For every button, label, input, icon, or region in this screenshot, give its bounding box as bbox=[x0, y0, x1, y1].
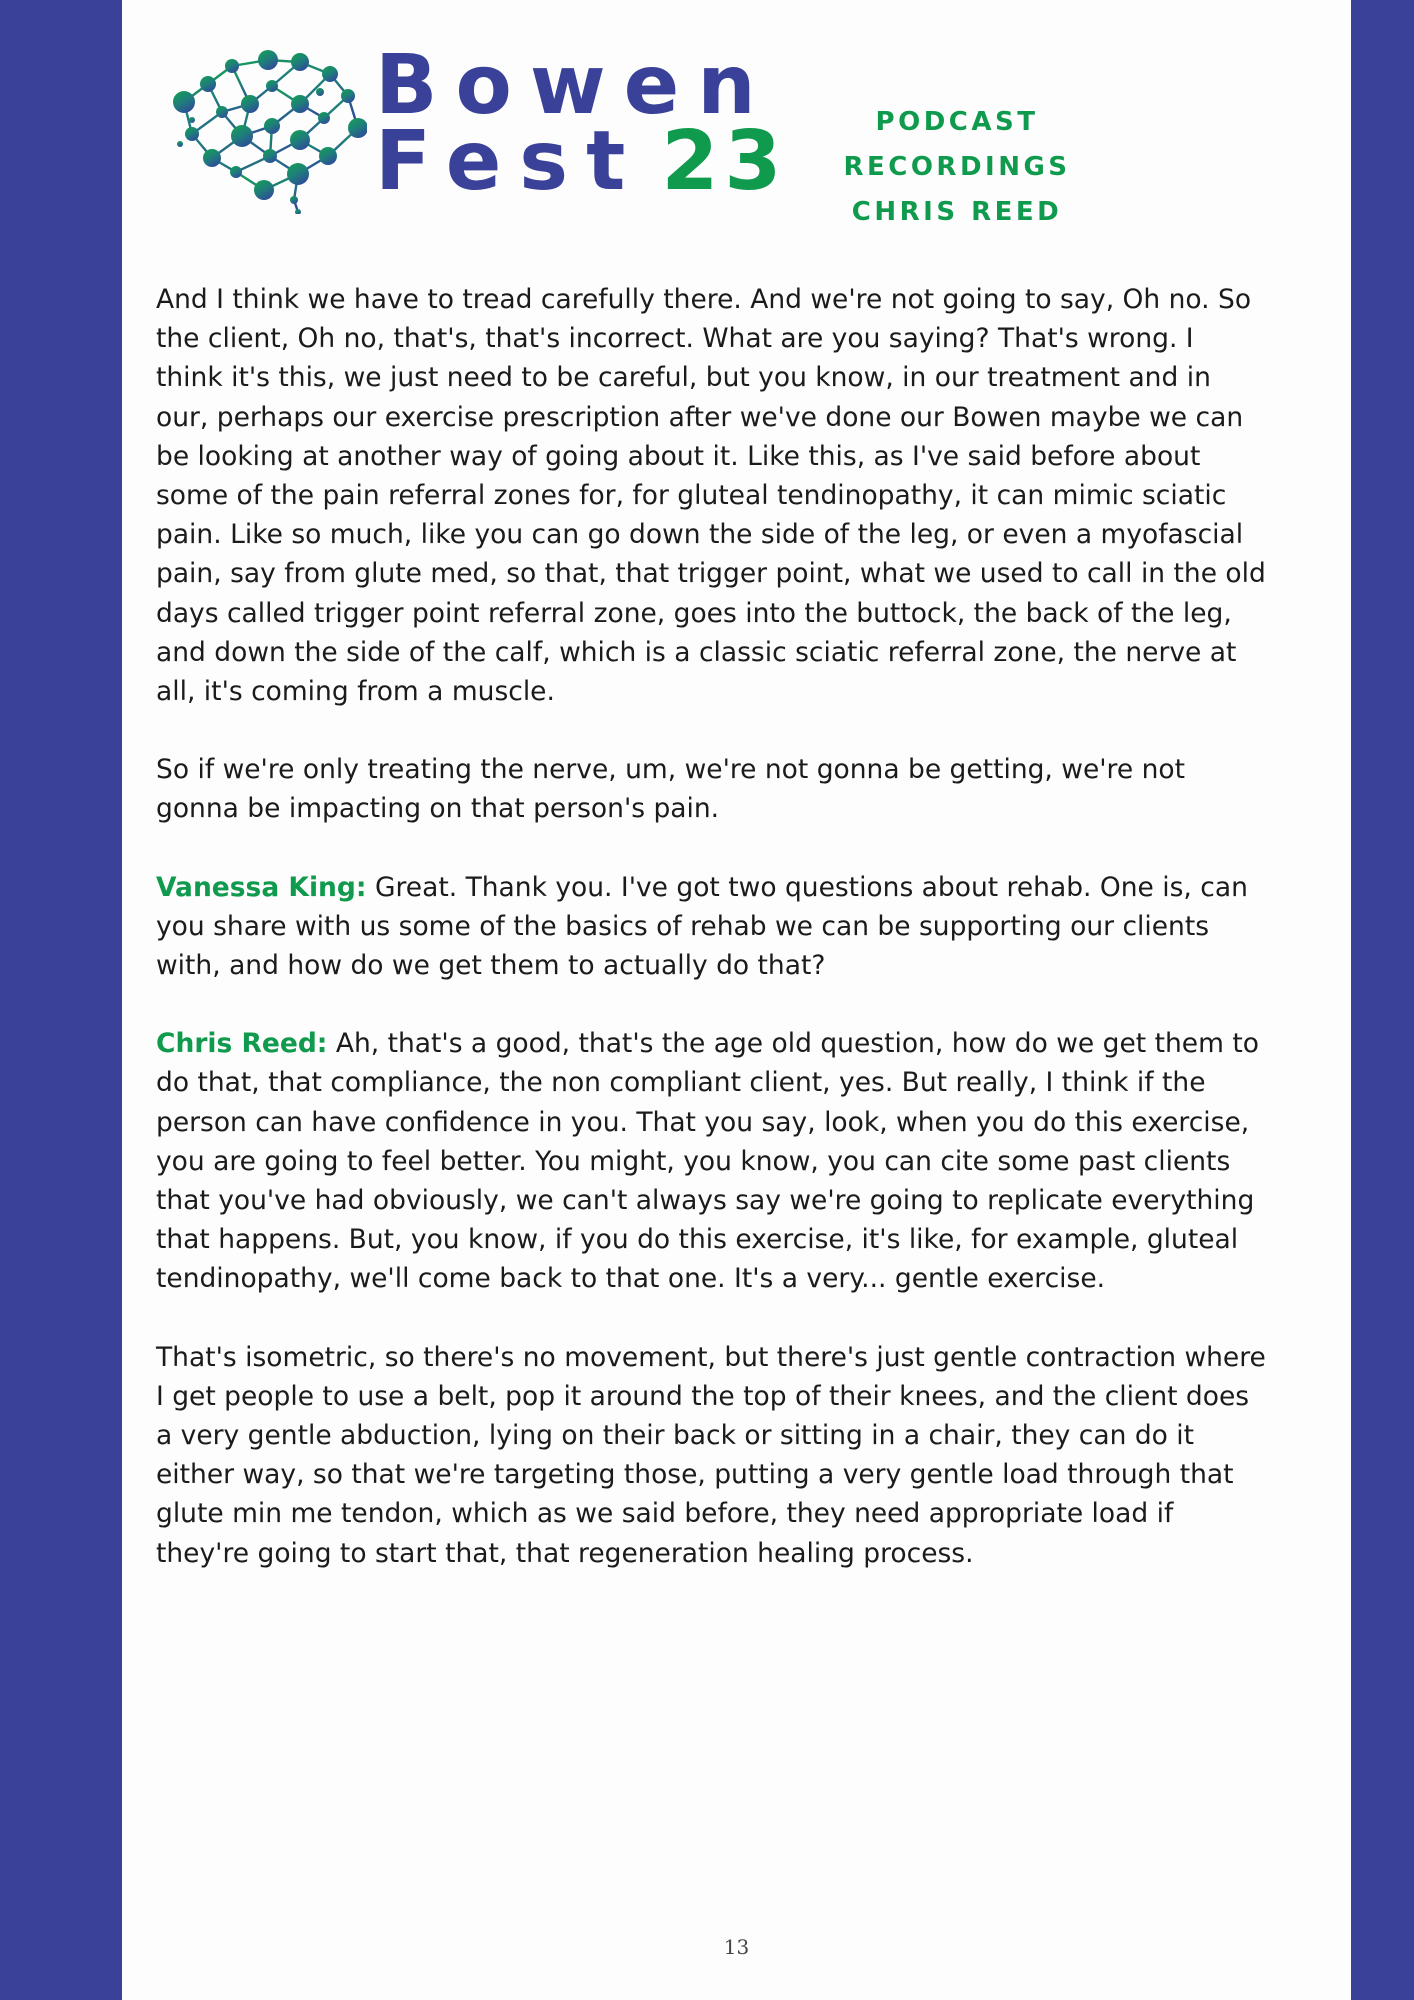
logo-text-fest: Fest bbox=[375, 114, 644, 209]
speaker-label: Vanessa King: bbox=[156, 871, 367, 903]
paragraph-text: So if we're only treating the nerve, um, we're not gonna be getting, we're not gonna be impacting on that person's pain. bbox=[156, 754, 1185, 825]
header-series-title: PODCAST RECORDINGS bbox=[843, 107, 1071, 182]
document-page bbox=[122, 0, 1351, 2000]
header-subtitle bbox=[782, 100, 1132, 235]
header-guest-name: CHRIS REED bbox=[851, 197, 1063, 227]
bowen-fest-logo bbox=[172, 38, 788, 214]
paragraph-text: Great. Thank you. I've got two questions about rehab. One is, can you share with us some of the basics of rehab we can be supporting our clients with, and how do we get them to actually do that? bbox=[156, 871, 1248, 982]
transcript-paragraph bbox=[156, 280, 1266, 711]
logo-wordmark bbox=[375, 38, 788, 209]
page-number: 13 bbox=[723, 1935, 750, 1959]
logo-text-bowen: Bowen bbox=[375, 38, 774, 133]
transcript-paragraph bbox=[156, 1338, 1266, 1573]
paragraph-text: That's isometric, so there's no movement, but there's just gentle contraction where I get people to use a belt, pop it around the top of their knees, and the client does a very gentle abduction, lying on their back or sitting in a chair, they can do it either way, so that we're targeting those, putting a very gentle load through that glute min me tendon, which as we said before, they need appropriate load if they're going to start that, that regeneration healing process. bbox=[156, 1341, 1266, 1569]
paragraph-text: And I think we have to tread carefully there. And we're not going to say, Oh no. So the client, Oh no, that's, that's incorrect. What are you saying? That's wrong. I think it's this, we just need to be careful, but you know, in our treatment and in our, perhaps our exercise prescription after we've done our Bowen maybe we can be looking at another way of going about it. Like this, as I've said before about some of the pain referral zones for, for gluteal tendinopathy, it can mimic sciatic pain. Like so much, like you can go down the side of the leg, or even a myofascial pain, say from glute med, so that, that trigger point, what we used to call in the old days called trigger point referral zone, goes into the buttock, the back of the leg, and down the side of the calf, which is a classic sciatic referral zone, the nerve at all, it's coming from a muscle. bbox=[156, 284, 1266, 708]
paragraph-text: Ah, that's a good, that's the age old question, how do we get them to do that, that compliance, the non compliant client, yes. But really, I think if the person can have confidence in you. That you say, look, when you do this exercise, you are going to feel better. You might, you know, you can cite some past clients that you've had obviously, we can't always say we're going to replicate everything that happens. But, you know, if you do this exercise, it's like, for example, gluteal tendinopathy, we'll come back to that one. It's a very... gentle exercise. bbox=[156, 1028, 1259, 1295]
brain-network-icon bbox=[172, 44, 367, 214]
transcript-body bbox=[156, 280, 1266, 1612]
transcript-paragraph bbox=[156, 750, 1266, 828]
transcript-paragraph bbox=[156, 868, 1266, 986]
logo-text-year: 23 bbox=[661, 114, 788, 209]
speaker-label: Chris Reed: bbox=[156, 1028, 328, 1060]
logo-text-fest-line bbox=[375, 114, 788, 209]
transcript-paragraph bbox=[156, 1024, 1266, 1298]
